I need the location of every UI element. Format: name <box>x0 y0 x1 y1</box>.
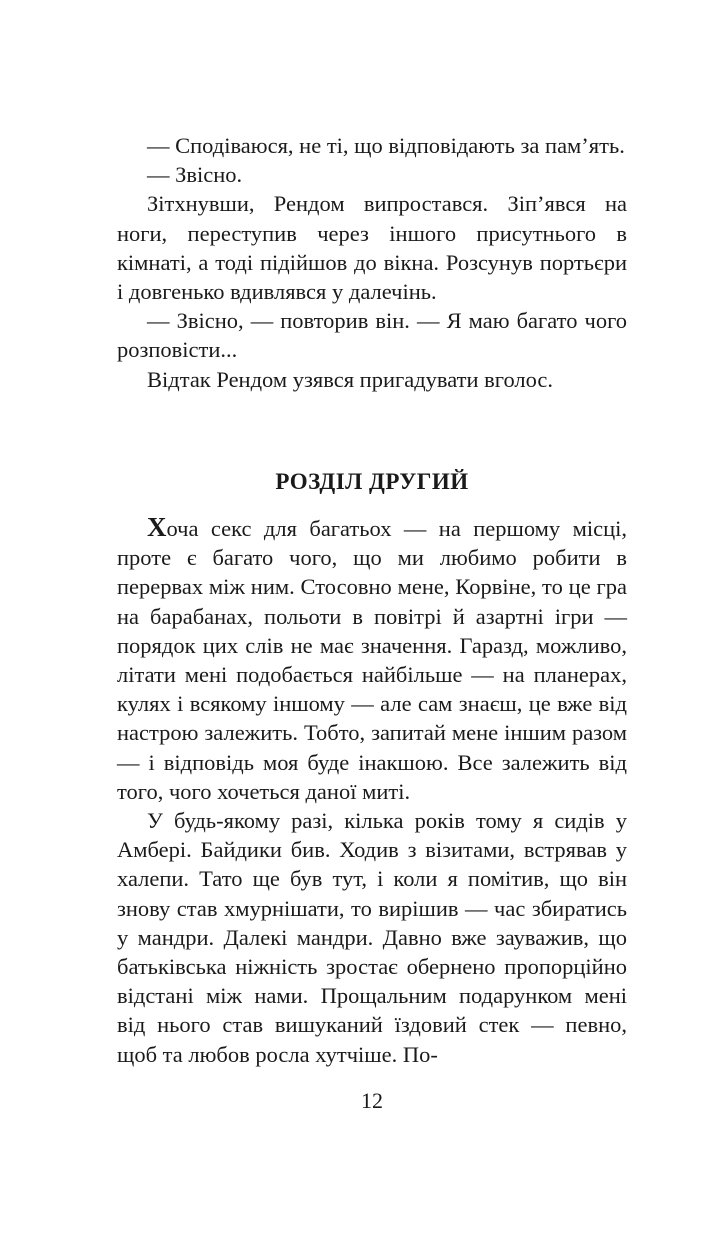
paragraph: Відтак Рендом узявся пригадувати вголос. <box>147 366 554 392</box>
paragraph: У будь-якому разі, кілька років тому я сидів у Амбері. Байдики бив. Ходив з візитами, встрявав у халепи. Тато ще був тут, і коли я помітив, що він знову став хмурнішати, то вирішив — час збиратись у мандри. Далекі мандри. Давно вже зауважив, що батьківська ніжність зростає обернено пропорційно відстані між нами. Прощальним подарунком мені від нього став вишуканий їздовий стек — певно, щоб та любов росла хутчіше. По- <box>117 808 627 1067</box>
paragraph-text: оча секс для багатьох — на першому місці, проте є багато чого, що ми любимо робити в перервах між ним. Стосовно мене, Корвіне, то це гра на барабанах, польоти в повітрі й азартні ігри — порядок цих слів не має значення. Гаразд, можливо, літати мені подобається найбільше — на планерах, кулях і всякому іншому — але сам знаєш, це вже від настрою залежить. Тобто, запитай мене іншим разом — і відповідь моя буде інакшою. Все залежить від того, чого хочеться даної миті. <box>117 516 627 804</box>
chapter-body <box>117 513 627 1069</box>
paragraph <box>117 513 627 806</box>
paragraph: — Звісно. <box>147 162 243 188</box>
drop-initial: Х <box>147 512 167 542</box>
paragraph: Зітхнувши, Рендом випростався. Зіп’явся на ноги, переступив через іншого присутнього в кімнаті, а тоді підійшов до вікна. Розсунув портьєри і довгенько вдивлявся у далечінь. <box>117 191 627 305</box>
page-number: 12 <box>361 1088 383 1113</box>
paragraph: — Звісно, — повторив він. — Я маю багато чого розповісти... <box>117 308 627 363</box>
dialogue-block <box>117 131 627 394</box>
paragraph: — Сподіваюся, не ті, що відповідають за пам’ять. <box>147 133 625 158</box>
chapter-heading: РОЗДІЛ ДРУГИЙ <box>275 469 469 494</box>
